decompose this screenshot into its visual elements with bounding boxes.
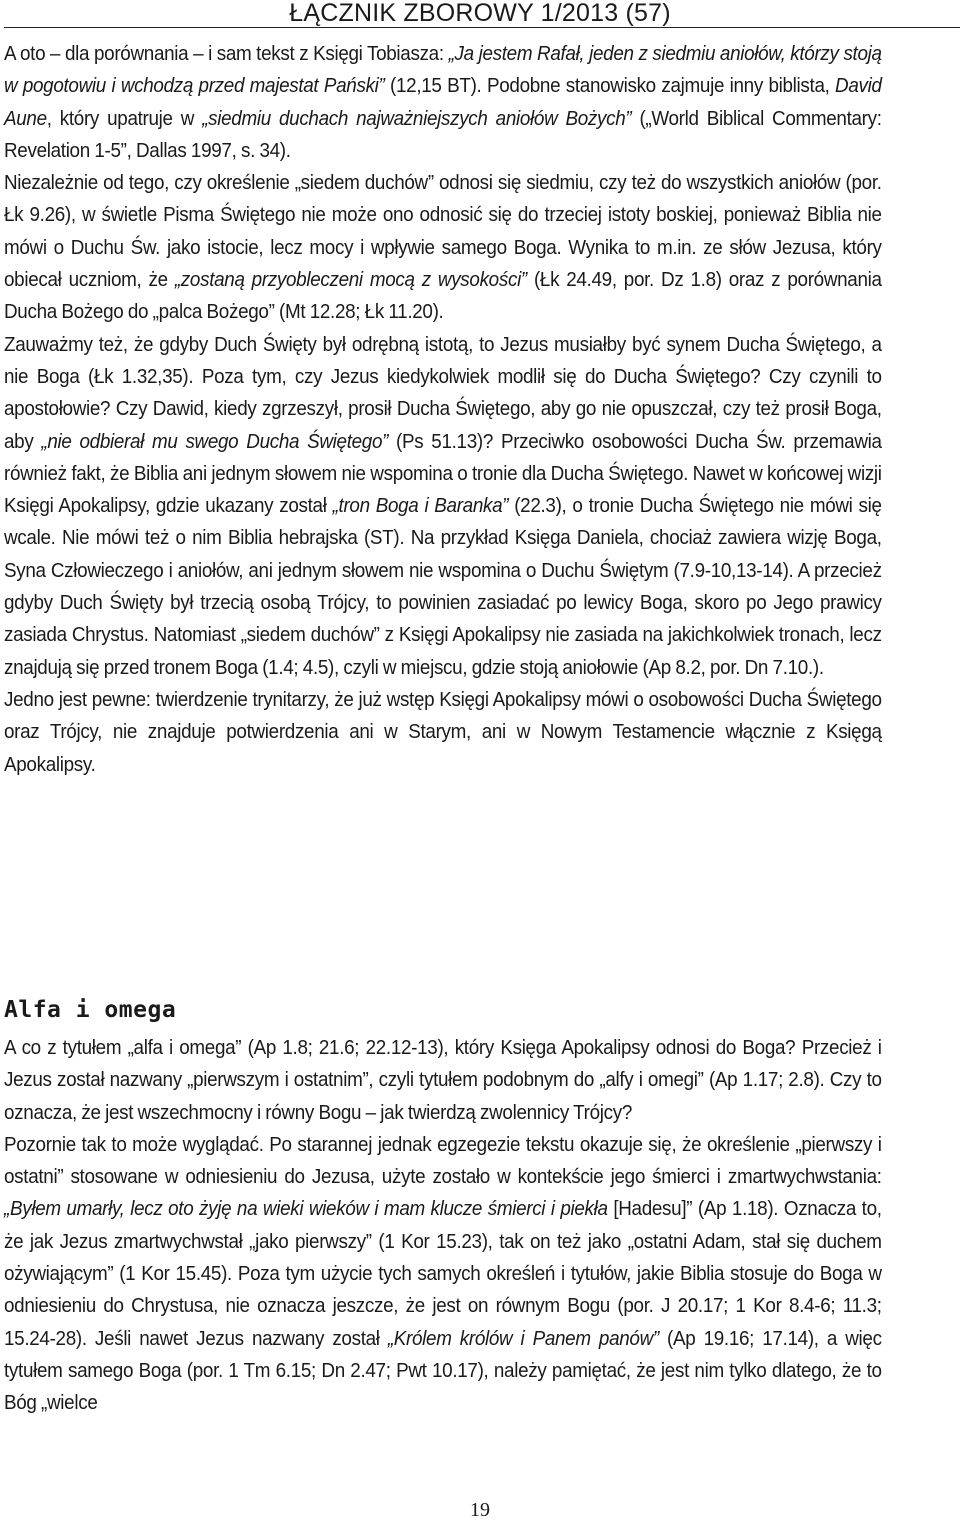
text-run: (Ap 19.16; 17.14), a więc tytułem samego Boga (por. 1 Tm 6.15; Dn 2.47; Pwt 10.17), należy pamiętać, że jest nim tylko dlatego, że to Bóg „wielce bbox=[4, 1326, 882, 1415]
text-run: („World Biblical Commentary: Revelation 1-5”, Dallas 1997, s. 34). bbox=[4, 106, 882, 162]
text-run: Jedno jest pewne: twierdzenie trynitarzy, że już wstęp Księgi Apokalipsy mówi o osobowości Ducha Świętego oraz Trójcy, nie znajduje potwierdzenia ani w Starym, ani w Nowym Testamencie włącznie z Księgą Apokalipsy. bbox=[4, 687, 882, 776]
section-heading: Alfa i omega bbox=[4, 997, 177, 1023]
text-run: (22.3), o tronie Ducha Świętego nie mówi się wcale. Nie mówi też o nim Biblia hebrajska (ST). Na przykład Księga Daniela, chociaż zawiera wizję Boga, Syna Człowieczego i aniołów, ani jednym słowem nie wspomina o Duchu Świętym (7.9-10,13-14). A przecież gdyby Duch Święty był trzecią osobą Trójcy, to powinien zasiadać po lewicy Boga, skoro po Jego prawicy zasiada Chrystus. Natomiast „siedem duchów” z Księgi Apokalipsy nie zasiada na jakichkolwiek tronach, lecz znajdują się przed tronem Boga (1.4; 4.5), czyli w miejscu, gdzie stoją aniołowie (Ap 8.2, por. Dn 7.10.). bbox=[4, 494, 882, 679]
text-run: (Ps 51.13)? Przeciwko osobowości Ducha Św. przemawia również fakt, że Biblia ani jednym słowem nie wspomina o tronie dla Ducha Świętego. Nawet w końcowej wizji Księgi Apokalipsy, gdzie ukazany został bbox=[4, 429, 882, 518]
text-run: (Ap 1.18). Oznacza to, że jak Jezus zmartwychwstał „jako pierwszy” (1 Kor 15.23), tak on też jako „ostatni Adam, stał się duchem ożywiającym” (1 Kor 15.45). Poza tym użycie tych samych określeń i tytułów, jakie Biblia stosuje do Boga w odniesieniu do Chrystusa, nie oznacza jeszcze, że jest on równym Bogu (por. J 20.17; 1 Kor 8.4-6; 11.3; 15.24-28). Jeśli nawet Jezus nazwany został bbox=[4, 1197, 882, 1350]
article-body bbox=[4, 38, 882, 781]
paragraph bbox=[4, 684, 882, 781]
section-body bbox=[4, 1032, 882, 1420]
paragraph bbox=[4, 329, 882, 684]
text-run: A co z tytułem „alfa i omega” (Ap 1.8; 21.6; 22.12-13), który Księga Apokalipsy odnosi do Boga? Przecież i Jezus został nazwany „pierwszym i ostatnim”, czyli tytułem podobnym do „alfy i omegi” (Ap 1.17; 2.8). Czy to oznacza, że jest wszechmocny i równy Bogu – jak twierdzą zwolennicy Trójcy? bbox=[4, 1036, 882, 1124]
text-run: (Łk 24.49, por. Dz 1.8) oraz z porównania Ducha Bożego do „palca Bożego” (Mt 12.28; Łk 11.20). bbox=[4, 268, 882, 324]
italic-quote: „Byłem umarły, lecz oto żyję na wieki wieków i mam klucze śmierci i piekła bbox=[4, 1197, 608, 1221]
italic-quote: „tron Boga i Baranka” bbox=[332, 494, 509, 518]
italic-quote: „Ja jestem Rafał, jeden z siedmiu aniołów, którzy stoją w pogotowiu i wchodzą przed majestat Pański” bbox=[4, 42, 882, 98]
running-header: ŁĄCZNIK ZBOROWY 1/2013 (57) bbox=[289, 0, 671, 27]
text-run: Zauważmy też, że gdyby Duch Święty był odrębną istotą, to Jezus musiałby być synem Ducha Świętego, a nie Boga (Łk 1.32,35). Poza tym, czy Jezus kiedykolwiek modlił się do Ducha Świętego? Czy czynili to apostołowie? Czy Dawid, kiedy zgrzeszył, prosił Ducha Świętego, aby go nie opuszczał, czy też prosił Boga, aby bbox=[4, 332, 882, 453]
italic-quote: „zostaną przyobleczeni mocą z wysokości” bbox=[174, 268, 527, 292]
page-number: 19 bbox=[470, 1499, 490, 1521]
paragraph bbox=[4, 1129, 882, 1420]
text-run: Pozornie tak to może wyglądać. Po starannej jednak egzegezie tekstu okazuje się, że określenie „pierwszy i ostatni” stosowane w odniesieniu do Jezusa, użyte zostało w kontekście jego śmierci i zmartwychwstania: bbox=[4, 1132, 882, 1189]
text-run: , który upatruje w bbox=[46, 106, 203, 130]
paragraph bbox=[4, 38, 882, 167]
italic-quote: „Królem królów i Panem panów” bbox=[387, 1326, 659, 1350]
text-run: Niezależnie od tego, czy określenie „siedem duchów” odnosi się siedmiu, czy też do wszystkich aniołów (por. Łk 9.26), w świetle Pisma Świętego nie może ono odnosić się do trzeciej istoty boskiej, ponieważ Biblia nie mówi o Duchu Św. jako istocie, lecz mocy i wpływie samego Boga. Wynika to m.in. ze słów Jezusa, który obiecał uczniom, że bbox=[4, 171, 882, 292]
text-run: A oto – dla porównania – i sam tekst z Księgi Tobiasza: bbox=[4, 42, 449, 65]
italic-quote: „nie odbierał mu swego Ducha Świętego” bbox=[41, 429, 389, 453]
text-run: [Hadesu]” bbox=[607, 1197, 693, 1221]
italic-quote: „siedmiu duchach najważniejszych aniołów Bożych” bbox=[202, 106, 632, 130]
paragraph bbox=[4, 167, 882, 328]
header-rule bbox=[4, 27, 960, 28]
paragraph bbox=[4, 1032, 882, 1129]
text-run: (12,15 BT). Podobne stanowisko zajmuje inny biblista, bbox=[384, 74, 836, 98]
italic-quote: David Aune bbox=[4, 74, 882, 130]
